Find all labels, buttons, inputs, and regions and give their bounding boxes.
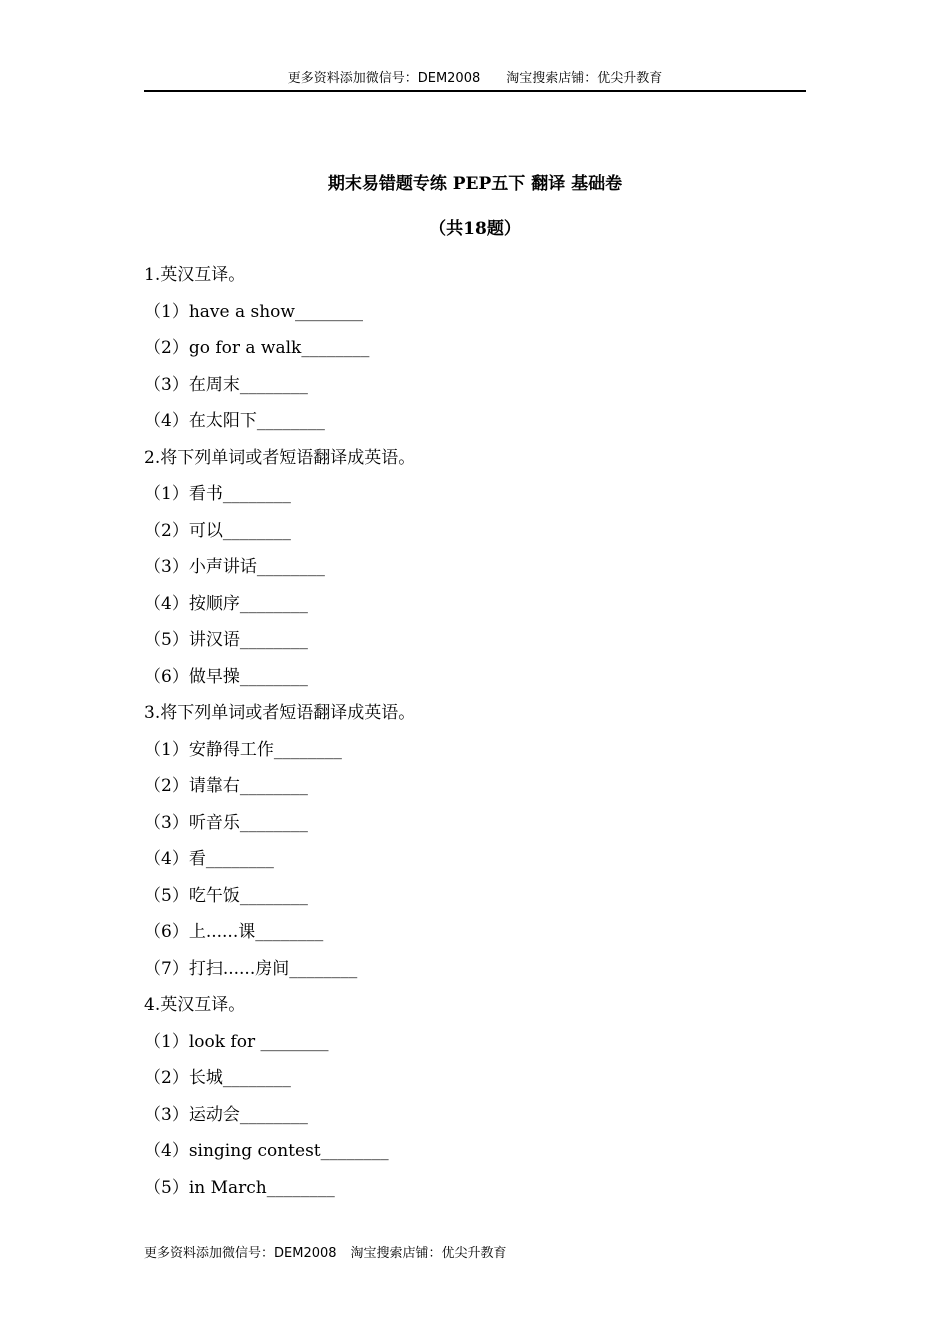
question-stem-2: 2.将下列单词或者短语翻译成英语。 [144,447,416,468]
question-3-item-2: （2）请靠右________ [144,776,308,796]
question-3-item-5: （5）吃午饭________ [144,885,308,906]
question-3-item-1: （1）安静得工作________ [144,739,342,760]
question-stem-1: 1.英汉互译。 [144,265,246,285]
footer-shop-text: 淘宝搜索店铺：优尖升教育 [350,1246,507,1261]
question-1-item-1: （1）have a show________ [144,301,363,322]
question-3-item-7: （7）打扫......房间________ [144,958,358,979]
question-stem-3: 3.将下列单词或者短语翻译成英语。 [144,703,416,723]
document-title: 期末易错题专练 PEP五下 翻译 基础卷 [327,174,623,194]
question-3-item-3: （3）听音乐________ [144,812,308,833]
question-3-item-6: （6）上......课________ [144,922,324,942]
question-stem-4: 4.英汉互译。 [144,995,246,1015]
page-header [144,70,806,92]
question-list [144,262,806,1211]
question-1-item-4: （4）在太阳下________ [144,411,325,431]
question-4-item-1: （1）look for ________ [144,1031,329,1052]
question-2-item-5: （5）讲汉语________ [144,630,308,650]
document-subtitle: （共18题） [429,219,521,239]
question-2-item-1: （1）看书________ [144,484,291,504]
question-4-item-4: （4）singing contest________ [144,1141,389,1161]
header-wechat-text: 更多资料添加微信号：DEM2008 [287,71,481,86]
question-1-item-2: （2）go for a walk________ [144,338,370,358]
page-footer [144,1245,507,1263]
question-4-item-2: （2）长城________ [144,1068,291,1088]
question-2-item-4: （4）按顺序________ [144,593,308,614]
question-4-item-5: （5）in March________ [144,1177,335,1198]
question-3-item-4: （4）看________ [144,849,274,869]
question-2-item-3: （3）小声讲话________ [144,557,325,577]
question-2-item-6: （6）做早操________ [144,666,308,687]
header-shop-text: 淘宝搜索店铺：优尖升教育 [506,71,663,86]
question-2-item-2: （2）可以________ [144,520,291,541]
question-1-item-3: （3）在周末________ [144,374,308,395]
footer-wechat-text: 更多资料添加微信号：DEM2008 [144,1246,337,1261]
question-4-item-3: （3）运动会________ [144,1104,308,1125]
